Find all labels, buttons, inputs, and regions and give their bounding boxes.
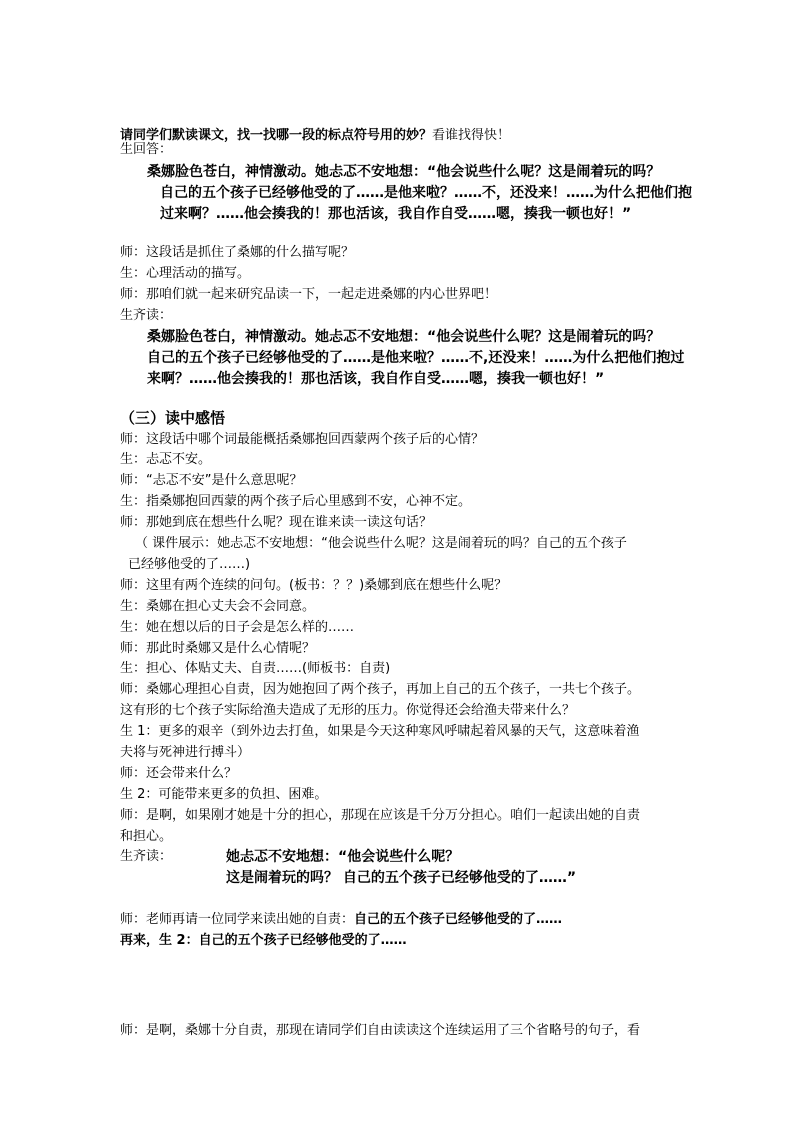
final-line: 师：是啊，桑娜十分自责，那现在请同学们自由读读这个连续运用了三个省略号的句子，看 xyxy=(120,1023,641,1038)
teacher-again-line xyxy=(120,911,562,929)
group-read-line-2: 这是闹着玩的吗？ 自己的五个孩子已经够他受的了……” xyxy=(226,870,577,886)
dialogue-line: 生：担心、体贴丈夫、自责……(师板书：自责) xyxy=(120,661,391,676)
student-answer-label: 生回答： xyxy=(120,142,173,157)
courseware-line-2: 已经够他受的了……) xyxy=(128,557,251,572)
dialogue-line: 师：“忐忑不安”是什么意思呢？ xyxy=(120,473,303,488)
dialogue-line: 师：那咱们就一起来研究品读一下，一起走进桑娜的内心世界吧！ xyxy=(120,287,498,302)
teacher-again-suffix: 自己的五个孩子已经够他受的了…… xyxy=(354,912,563,927)
quote2-line-3: 来啊？……他会揍我的！那也活该，我自作自受……嗯，揍我一顿也好！” xyxy=(147,371,605,387)
teacher-again-prefix: 师：老师再请一位同学来读出她的自责： xyxy=(120,912,355,927)
dialogue-line: 生：桑娜在担心丈夫会不会同意。 xyxy=(120,599,316,614)
task-instruction xyxy=(120,127,510,145)
dialogue-line: 和担心。 xyxy=(120,829,173,844)
dialogue-line: 生：心理活动的描写。 xyxy=(120,266,251,281)
dialogue-line: 师：是啊，如果刚才她是十分的担心，那现在应该是千分万分担心。咱们一起读出她的自责 xyxy=(120,808,641,823)
dialogue-line: 师：那此时桑娜又是什么心情呢？ xyxy=(120,641,316,656)
group-read-label: 生齐读： xyxy=(120,849,173,864)
task-instruction-suffix: 看谁找得快！ xyxy=(432,128,511,143)
dialogue-line: 生 1：更多的艰辛（到外边去打鱼，如果是今天这种寒风呼啸起着风暴的天气，这意味着渔 xyxy=(120,724,640,739)
dialogue-line: 师：这里有两个连续的问句。(板书：？？)桑娜到底在想些什么呢？ xyxy=(120,578,508,593)
quote-line-1: 桑娜脸色苍白，神情激动。她忐忑不安地想：“他会说些什么呢？这是闹着玩的吗？ xyxy=(147,164,661,180)
dialogue-line: 师：桑娜心理担心自责，因为她抱回了两个孩子，再加上自己的五个孩子，一共七个孩子。 xyxy=(120,682,641,697)
dialogue-line: 生 2：可能带来更多的负担、困难。 xyxy=(120,787,328,802)
group-read-line-1: 她忐忑不安地想：“他会说些什么呢？ xyxy=(226,849,460,865)
dialogue-line: 生：指桑娜抱回西蒙的两个孩子后心里感到不安，心神不定。 xyxy=(120,494,472,509)
again-student-line: 再来，生 2：自己的五个孩子已经够他受的了…… xyxy=(120,933,407,948)
dialogue-line: 师：这段话中哪个词最能概括桑娜抱回西蒙两个孩子后的心情？ xyxy=(120,432,485,447)
dialogue-line: 生齐读： xyxy=(120,308,173,323)
dialogue-line: 生：她在想以后的日子会是怎么样的…… xyxy=(120,620,355,635)
section-heading: （三）读中感悟 xyxy=(120,409,226,427)
dialogue-line: 这有形的七个孩子实际给渔夫造成了无形的压力。你觉得还会给渔夫带来什么？ xyxy=(120,703,576,718)
quote2-line-1: 桑娜脸色苍白，神情激动。她忐忑不安地想：“他会说些什么呢？这是闹着玩的吗？ xyxy=(147,329,661,345)
task-instruction-prefix: 请同学们默读课文，找一找哪一段的标点符号用的妙？ xyxy=(120,128,433,143)
courseware-line-1: （ 课件展示：她忐忑不安地想：“他会说些什么呢？这是闹着玩的吗？自己的五个孩子 xyxy=(135,536,627,551)
dialogue-line: 师：还会带来什么？ xyxy=(120,766,238,781)
dialogue-line: 生：忐忑不安。 xyxy=(120,452,212,467)
dialogue-line: 师：那她到底在想些什么呢？现在谁来读一读这句话？ xyxy=(120,515,433,530)
quote-line-3: 过来啊？……他会揍我的！那也活该，我自作自受……嗯，揍我一顿也好！” xyxy=(160,206,632,222)
dialogue-line: 夫将与死神进行搏斗） xyxy=(120,745,251,760)
quote-line-2: 自己的五个孩子已经够他受的了……是他来啦？……不，还没来！……为什么把他们抱 xyxy=(160,185,692,201)
dialogue-line: 师：这段话是抓住了桑娜的什么描写呢？ xyxy=(120,245,355,260)
quote2-line-2: 自己的五个孩子已经够他受的了……是他来啦？……不,还没来！……为什么把他们抱过 xyxy=(147,350,685,366)
